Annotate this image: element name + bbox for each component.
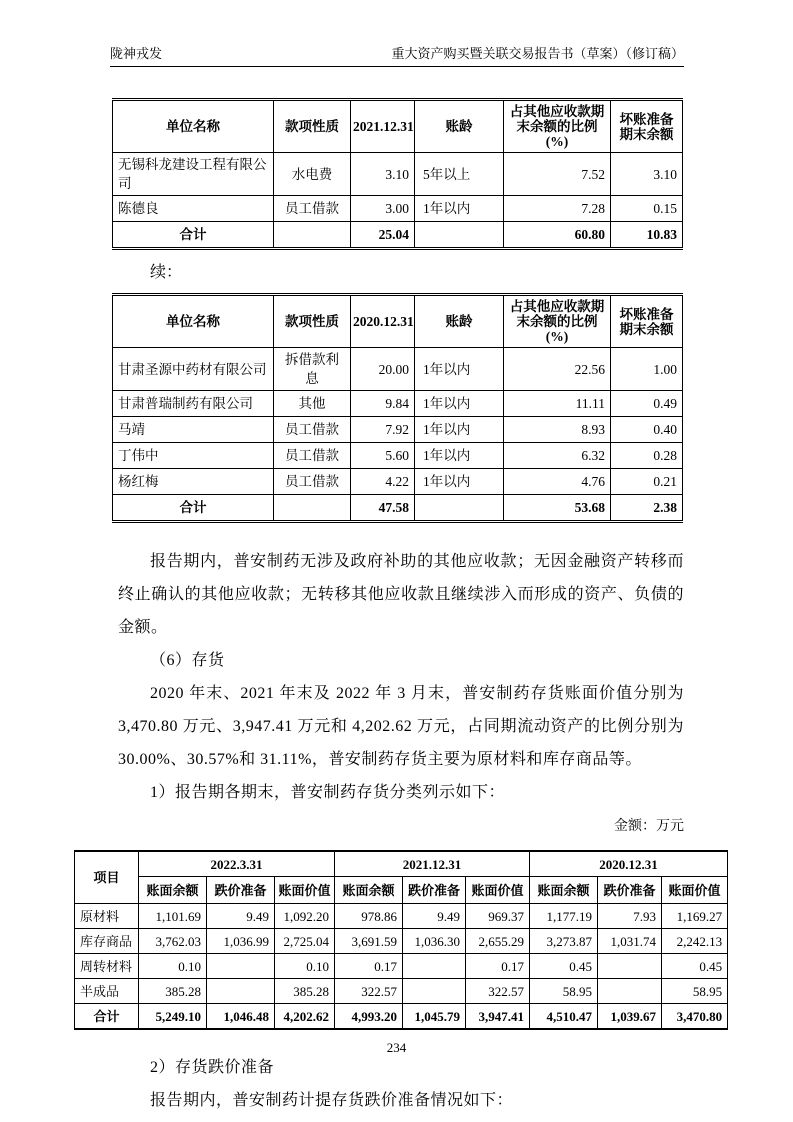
column-header: 项目 [75, 851, 139, 904]
table-cell: 丁伟中 [113, 443, 274, 469]
table-cell: 20.00 [351, 348, 415, 391]
unit-note: 金额：万元 [614, 819, 684, 834]
table-header-row [113, 100, 683, 153]
table-cell [598, 954, 662, 979]
table-cell: 1,169.27 [662, 904, 728, 929]
table-cell: 4,510.47 [530, 1004, 598, 1030]
heading-inventory: （6）存货 [150, 652, 225, 669]
table-row [113, 391, 683, 417]
table-cell: 库存商品 [75, 929, 139, 954]
table-cell: 3.10 [351, 153, 415, 196]
table-cell: 53.68 [504, 495, 611, 522]
table-cell [415, 222, 504, 249]
table-cell: 合计 [113, 495, 274, 522]
table-row [75, 954, 728, 979]
table-row [113, 196, 683, 222]
table-cell: 7.93 [598, 904, 662, 929]
table-cell: 0.10 [275, 954, 335, 979]
table-cell [598, 979, 662, 1004]
item-inventory-classification: 1）报告期各期末，普安制药存货分类列示如下： [150, 784, 506, 801]
paragraph-inventory-values: 2020 年末、2021 年末及 2022 年 3 月末，普安制药存货账面价值分别为 3,470.80 万元、3,947.41 万元和 4,202.62 万元，占同期流动资产的比例分别为 30.00%、30.57%和 31.11%，普安制药存货主要为原材料和库存商品等。 [118, 685, 684, 768]
table-cell: 385.28 [275, 979, 335, 1004]
table-cell: 1年以内 [415, 196, 504, 222]
table-cell: 2.38 [611, 495, 683, 522]
table-cell: 7.28 [504, 196, 611, 222]
table-cell: 马靖 [113, 417, 274, 443]
table-cell: 3.10 [611, 153, 683, 196]
table-row [75, 904, 728, 929]
table-cell: 水电费 [274, 153, 351, 196]
table-cell: 1.00 [611, 348, 683, 391]
table-cell: 陈德良 [113, 196, 274, 222]
table-header-row [113, 295, 683, 348]
table-cell: 2,655.29 [466, 929, 530, 954]
table-cell: 5.60 [351, 443, 415, 469]
table-cell: 47.58 [351, 495, 415, 522]
table-cell: 0.28 [611, 443, 683, 469]
period-header: 2021.12.31 [335, 851, 530, 877]
table-row [113, 417, 683, 443]
column-header: 账龄 [415, 100, 504, 153]
receivables-table-2021 [112, 98, 683, 250]
table-cell: 甘肃圣源中药材有限公司 [113, 348, 274, 391]
table-cell: 322.57 [335, 979, 403, 1004]
table-cell: 1,036.99 [207, 929, 275, 954]
table-cell: 22.56 [504, 348, 611, 391]
table-cell: 1,039.67 [598, 1004, 662, 1030]
table-row [75, 979, 728, 1004]
column-header: 账龄 [415, 295, 504, 348]
page-number: 234 [386, 1040, 407, 1055]
table-cell: 合计 [113, 222, 274, 249]
table-cell: 0.40 [611, 417, 683, 443]
table-row [113, 443, 683, 469]
table-cell: 0.45 [662, 954, 728, 979]
column-header: 坏账准备期末余额 [611, 100, 683, 153]
column-header: 账面价值 [662, 877, 728, 904]
table-cell: 0.21 [611, 469, 683, 495]
column-header: 账面余额 [335, 877, 403, 904]
table-cell: 7.52 [504, 153, 611, 196]
table-cell: 9.84 [351, 391, 415, 417]
table-cell [415, 495, 504, 522]
paragraph-other-receivables: 报告期内，普安制药无涉及政府补助的其他应收款；无因金融资产转移而终止确认的其他应收款；无转移其他应收款且继续涉入而形成的资产、负债的金额。 [118, 553, 684, 636]
table-header-row [75, 851, 728, 877]
table-row [113, 153, 683, 196]
table-cell: 1年以内 [415, 348, 504, 391]
table-cell: 0.17 [466, 954, 530, 979]
table-cell: 3,691.59 [335, 929, 403, 954]
column-header: 账面余额 [530, 877, 598, 904]
table-total-row [75, 1004, 728, 1030]
table-cell: 25.04 [351, 222, 415, 249]
table-cell: 4,993.20 [335, 1004, 403, 1030]
table-cell: 杨红梅 [113, 469, 274, 495]
column-header: 单位名称 [113, 295, 274, 348]
paragraph-provision-intro: 报告期内，普安制药计提存货跌价准备情况如下： [150, 1092, 514, 1109]
column-header: 跌价准备 [403, 877, 466, 904]
table-cell: 3.00 [351, 196, 415, 222]
table-cell: 60.80 [504, 222, 611, 249]
column-header: 跌价准备 [207, 877, 275, 904]
period-header: 2020.12.31 [530, 851, 728, 877]
table-cell: 1年以内 [415, 469, 504, 495]
column-header: 单位名称 [113, 100, 274, 153]
column-header: 占其他应收款期末余额的比例(%) [504, 100, 611, 153]
table-cell: 8.93 [504, 417, 611, 443]
column-header: 账面价值 [466, 877, 530, 904]
table-cell: 原材料 [75, 904, 139, 929]
table-cell: 2,242.13 [662, 929, 728, 954]
table-cell: 1,092.20 [275, 904, 335, 929]
table-cell: 9.49 [403, 904, 466, 929]
table-cell: 半成品 [75, 979, 139, 1004]
table-cell: 1,177.19 [530, 904, 598, 929]
table-subheader-row [75, 877, 728, 904]
table-row [75, 929, 728, 954]
column-header: 账面余额 [139, 877, 207, 904]
table-cell: 1,101.69 [139, 904, 207, 929]
table-cell: 拆借款利息 [274, 348, 351, 391]
table-cell: 1,031.74 [598, 929, 662, 954]
table-row [113, 469, 683, 495]
inventory-classification-table [74, 850, 728, 1030]
table-cell: 1,046.48 [207, 1004, 275, 1030]
table-cell: 4,202.62 [275, 1004, 335, 1030]
table-cell: 1年以内 [415, 443, 504, 469]
table-cell: 969.37 [466, 904, 530, 929]
table-cell: 3,470.80 [662, 1004, 728, 1030]
table-cell: 4.76 [504, 469, 611, 495]
table-cell: 员工借款 [274, 469, 351, 495]
table-cell: 3,947.41 [466, 1004, 530, 1030]
table-cell: 0.17 [335, 954, 403, 979]
header-company: 陇神戎发 [110, 46, 163, 61]
table-cell: 978.86 [335, 904, 403, 929]
table-cell: 322.57 [466, 979, 530, 1004]
table-cell: 10.83 [611, 222, 683, 249]
table-cell: 员工借款 [274, 417, 351, 443]
table-cell: 7.92 [351, 417, 415, 443]
table-cell: 58.95 [530, 979, 598, 1004]
table-cell: 385.28 [139, 979, 207, 1004]
table-cell: 合计 [75, 1004, 139, 1030]
receivables-table-2020-continued [112, 293, 683, 523]
column-header: 占其他应收款期末余额的比例(%) [504, 295, 611, 348]
column-header: 坏账准备期末余额 [611, 295, 683, 348]
table-cell: 员工借款 [274, 196, 351, 222]
column-header: 2020.12.31 [351, 295, 415, 348]
table-total-row [113, 495, 683, 522]
table-total-row [113, 222, 683, 249]
table-cell: 58.95 [662, 979, 728, 1004]
table-cell: 11.11 [504, 391, 611, 417]
header-doc-title: 重大资产购买暨关联交易报告书（草案）（修订稿） [391, 46, 684, 61]
table-cell: 5,249.10 [139, 1004, 207, 1030]
table-cell: 1年以内 [415, 417, 504, 443]
page-header [110, 45, 684, 67]
table-cell: 甘肃普瑞制药有限公司 [113, 391, 274, 417]
item-inventory-provision: 2）存货跌价准备 [150, 1059, 275, 1076]
table-cell [274, 222, 351, 249]
table-cell: 其他 [274, 391, 351, 417]
column-header: 2021.12.31 [351, 100, 415, 153]
table-cell: 0.45 [530, 954, 598, 979]
table-cell: 无锡科龙建设工程有限公司 [113, 153, 274, 196]
continuation-label: 续： [150, 264, 183, 281]
column-header: 账面价值 [275, 877, 335, 904]
table-cell: 周转材料 [75, 954, 139, 979]
table-cell [207, 979, 275, 1004]
column-header: 款项性质 [274, 100, 351, 153]
table-cell: 0.15 [611, 196, 683, 222]
table-cell: 5年以上 [415, 153, 504, 196]
table-cell: 员工借款 [274, 443, 351, 469]
table-cell: 1年以内 [415, 391, 504, 417]
column-header: 跌价准备 [598, 877, 662, 904]
column-header: 款项性质 [274, 295, 351, 348]
table-cell: 2,725.04 [275, 929, 335, 954]
period-header: 2022.3.31 [139, 851, 335, 877]
table-cell: 6.32 [504, 443, 611, 469]
table-cell: 3,762.03 [139, 929, 207, 954]
table-cell: 9.49 [207, 904, 275, 929]
table-cell: 0.49 [611, 391, 683, 417]
table-cell: 3,273.87 [530, 929, 598, 954]
table-row [113, 348, 683, 391]
table-cell: 0.10 [139, 954, 207, 979]
table-cell [403, 979, 466, 1004]
table-cell [403, 954, 466, 979]
table-cell: 1,036.30 [403, 929, 466, 954]
table-cell: 1,045.79 [403, 1004, 466, 1030]
table-cell: 4.22 [351, 469, 415, 495]
table-cell [207, 954, 275, 979]
table-cell [274, 495, 351, 522]
